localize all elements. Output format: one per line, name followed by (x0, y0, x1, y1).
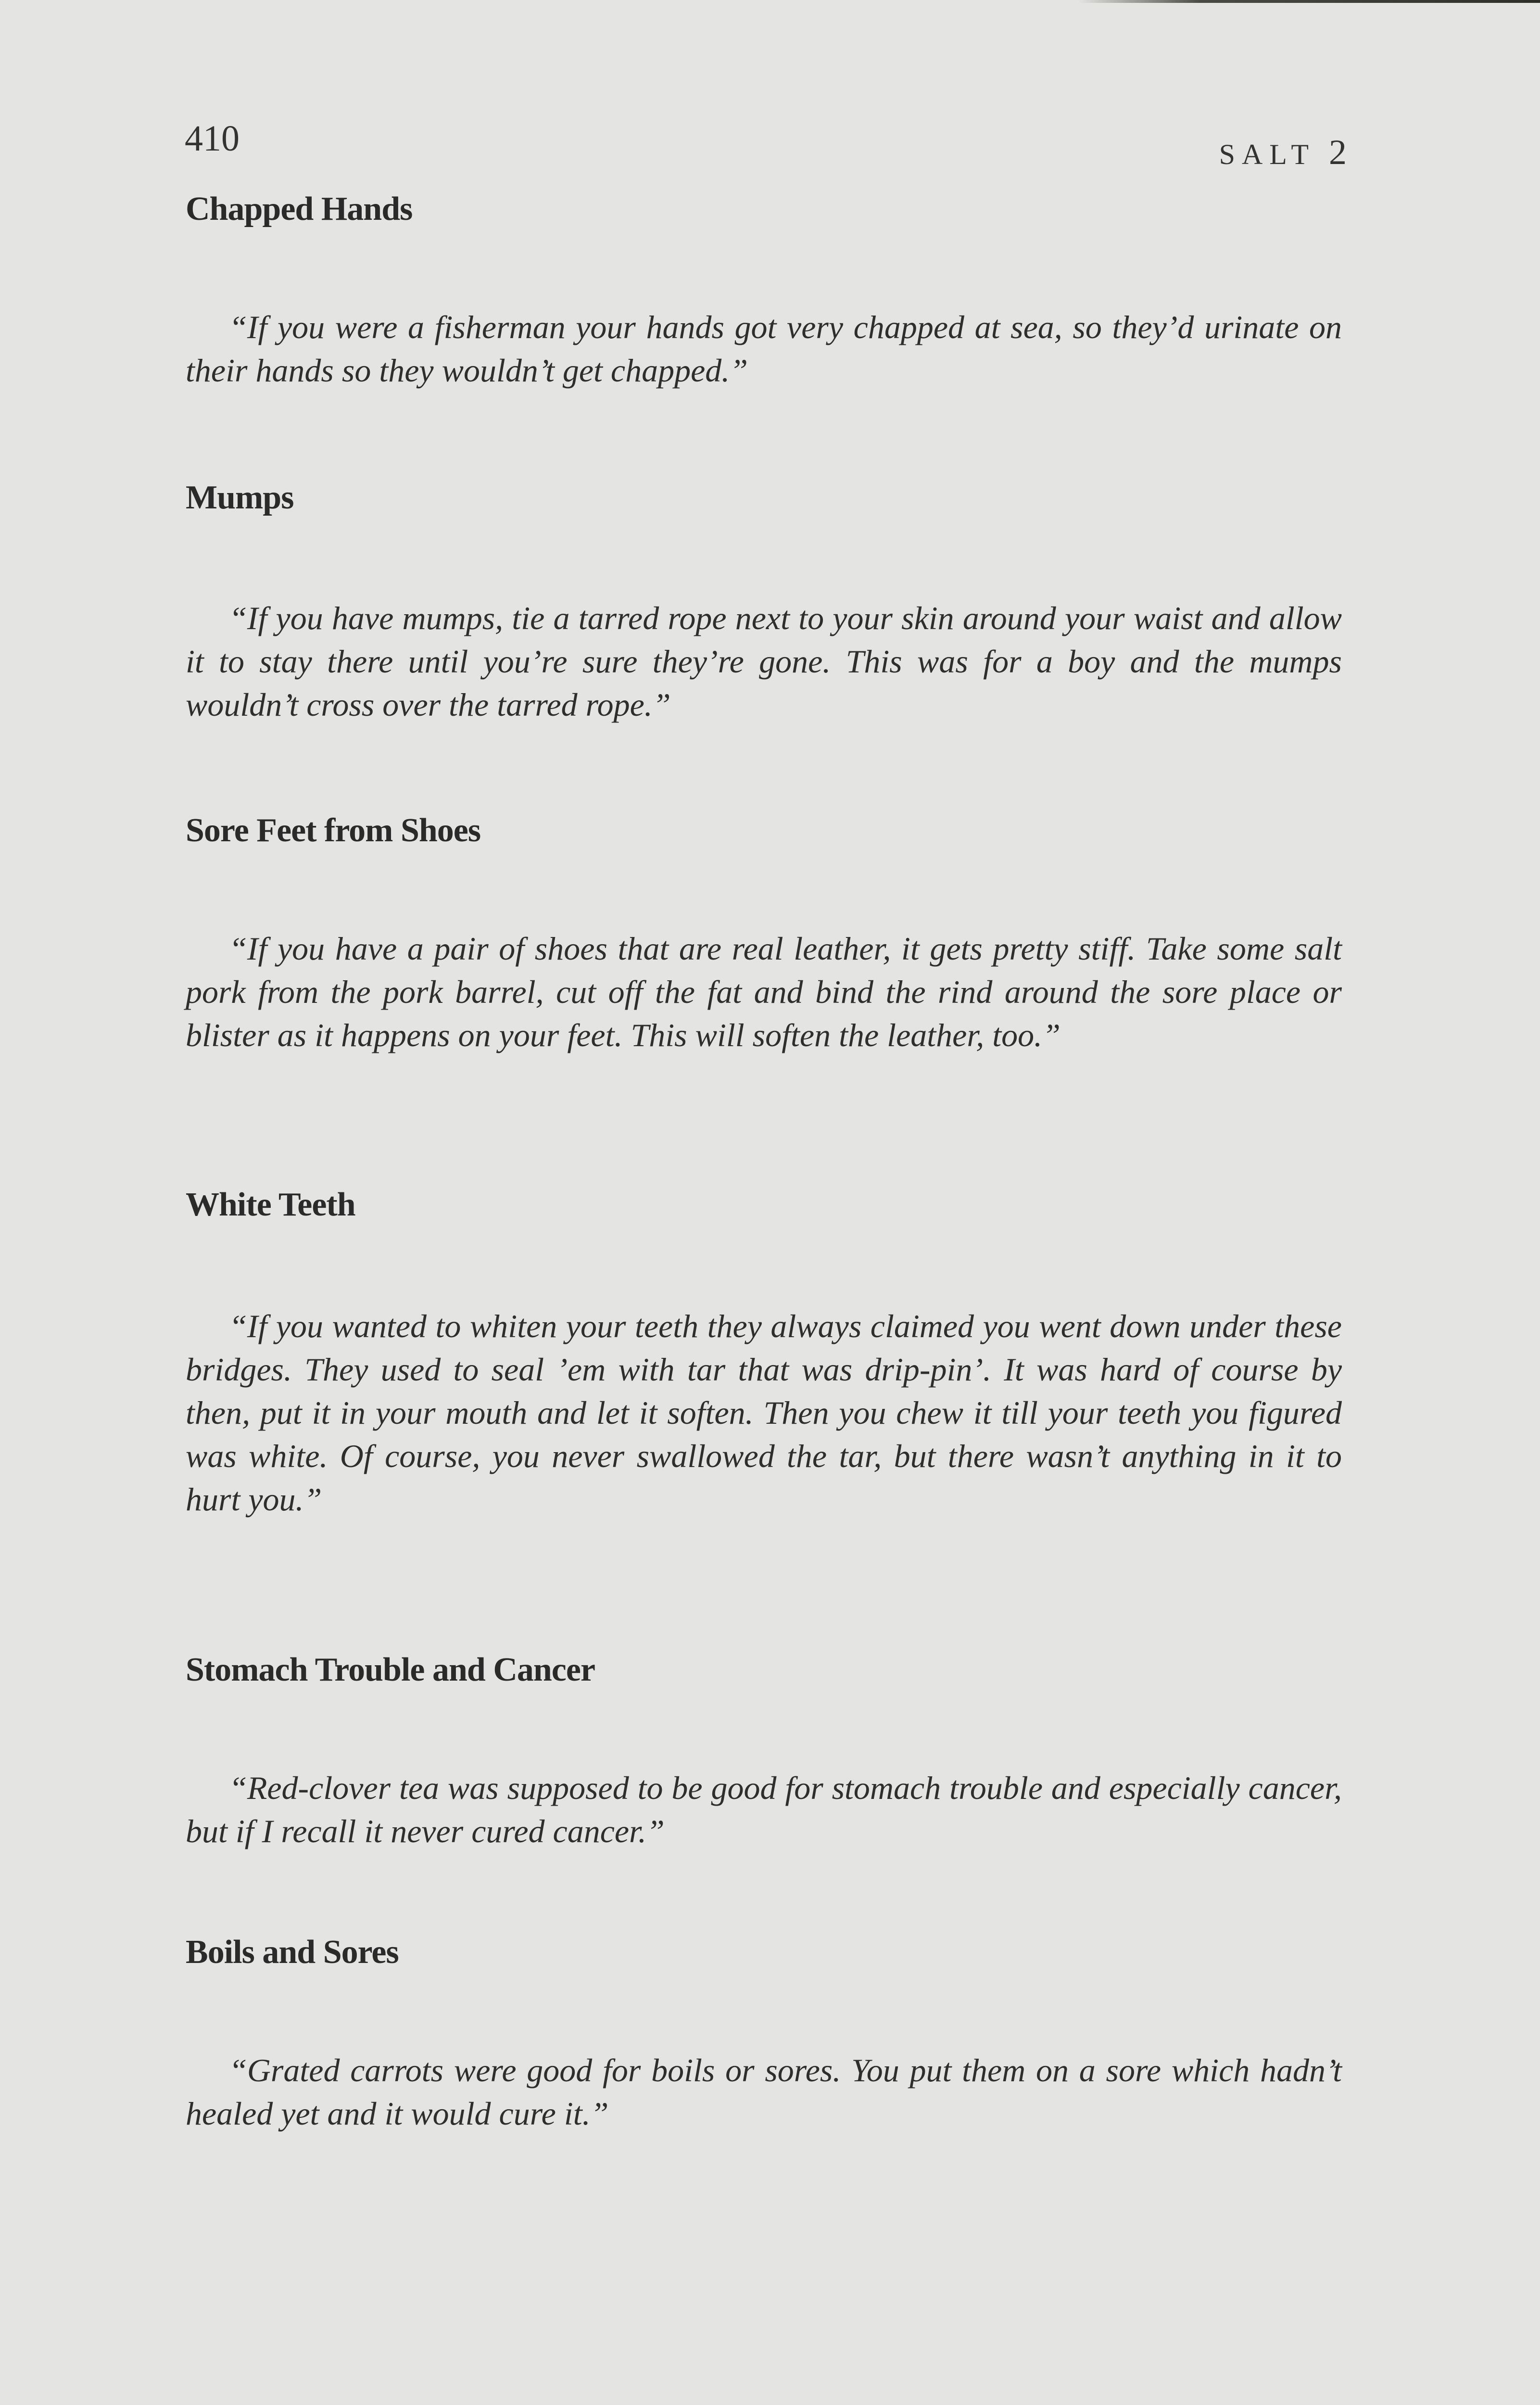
section-quote: “If you have a pair of shoes that are real leather, it gets pretty stiff. Take some salt pork from the pork barrel, cut off the fat and bind the rind around the sore place or blister as it happens on your feet. This will soften the leather, too.” (186, 930, 1342, 1053)
section-heading: Boils and Sores (186, 1934, 399, 1971)
section-quote: “Red-clover tea was supposed to be good for stomach trouble and especially cancer, but if I recall it never cured cancer.” (186, 1770, 1342, 1849)
section-stomach-trouble (186, 1653, 1342, 1853)
page-top-edge (0, 0, 1540, 3)
page-number: 410 (185, 118, 240, 159)
section-quote: “If you wanted to whiten your teeth they always claimed you went down under these bridges. They used to seal ’em with tar that was drip-pin’. It was hard of course by then, put it in your mouth and let it soften. Then you chew it till your teeth you figured was white. Of course, you never swallowed the tar, but there wasn’t anything in it to hurt you.” (186, 1308, 1342, 1518)
running-head (1219, 135, 1347, 170)
section-sore-feet (186, 814, 1342, 1057)
section-heading: Stomach Trouble and Cancer (186, 1651, 595, 1688)
section-chapped-hands (186, 192, 1342, 392)
section-quote: “If you have mumps, tie a tarred rope next to your skin around your waist and allow it to stay there until you’re sure they’re gone. This was for a boy and the mumps wouldn’t cross over the tarred rope.” (186, 600, 1342, 723)
section-mumps (186, 481, 1342, 726)
running-head-title: SALT (1219, 139, 1315, 170)
section-heading: Mumps (186, 479, 294, 516)
section-heading: Sore Feet from Shoes (186, 812, 481, 849)
section-heading: White Teeth (186, 1186, 355, 1223)
section-white-teeth (186, 1188, 1342, 1521)
section-boils-and-sores (186, 1936, 1342, 2135)
section-heading: Chapped Hands (186, 190, 413, 228)
section-quote: “If you were a fisherman your hands got very chapped at sea, so they’d urinate on their hands so they wouldn’t get chapped.” (186, 309, 1342, 389)
section-quote: “Grated carrots were good for boils or sores. You put them on a sore which hadn’t healed yet and it would cure it.” (186, 2052, 1342, 2132)
running-head-volume: 2 (1329, 133, 1347, 172)
